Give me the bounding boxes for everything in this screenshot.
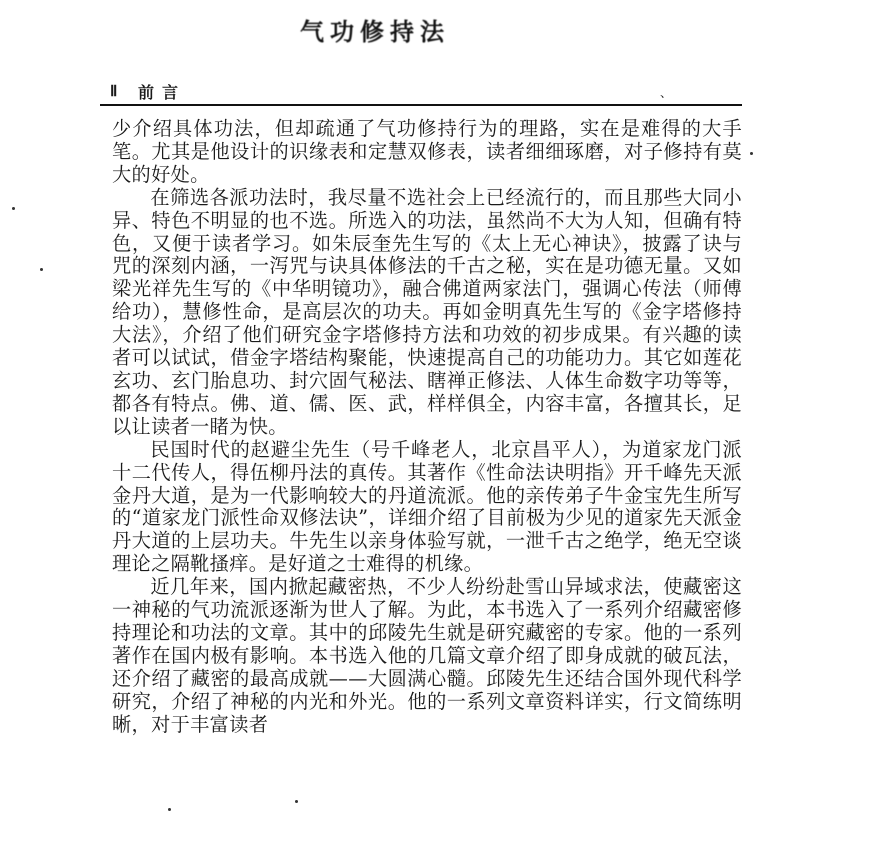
scan-speck xyxy=(168,808,171,811)
scan-speck xyxy=(295,800,298,803)
paragraph-2: 在筛选各派功法时，我尽量不选社会上已经流行的，而且那些大同小异、特色不明显的也不选。所选入的功法，虽然尚不大为人知，但确有特色，又便于读者学习。如朱辰奎先生写的《太上无心神诀》，披露了诀与咒的深刻内涵，一泻咒与诀具体修法的千古之秘，实在是功德无量。又如梁光祥先生写的《中华明镜功》，融合佛道两家法门，强调心传法（师傅给功），慧修性命，是高层次的功夫。再如金明真先生写的《金字塔修持大法》，介绍了他们研究金字塔修持方法和功效的初步成果。有兴趣的读者可以试试，借金字塔结构聚能，快速提高自己的功能功力。其它如莲花玄功、玄门胎息功、封穴固气秘法、瞎禅正修法、人体生命数字功等等，都各有特点。佛、道、儒、医、武，样样俱全，内容丰富，各擅其长，足以让读者一睹为快。 xyxy=(112,185,742,438)
page-number: Ⅱ xyxy=(110,84,118,100)
paragraph-4: 近几年来，国内掀起藏密热，不少人纷纷赴雪山异域求法，使藏密这一神秘的气功流派逐渐为世人了解。为此，本书选入了一系列介绍藏密修持理论和功法的文章。其中的邱陵先生就是研究藏密的专家。他的一系列著作在国内极有影响。本书选入他的几篇文章介绍了即身成就的破瓦法，还介绍了藏密的最高成就——大圆满心髓。邱陵先生还结合国外现代科学研究，介绍了神秘的内光和外光。他的一系列文章资料详实，行文简练明晰，对于丰富读者 xyxy=(112,575,742,736)
section-title: 前言 xyxy=(138,83,187,102)
book-title-stamp: 气功修持法 xyxy=(300,17,450,46)
paragraph-3: 民国时代的赵避尘先生（号千峰老人，北京昌平人），为道家龙门派十二代传人，得伍柳丹法的真传。其著作《性命法诀明指》开千峰先天派金丹大道，是为一代影响较大的丹道流派。他的亲传弟子牛金宝先生所写的“道家龙门派性命双修法诀”，详细介绍了目前极为少见的道家先天派金丹大道的上层功夫。牛先生以亲身体验写就，一泄千古之绝学，绝无空谈理论之隔靴搔痒。是好道之士难得的机缘。 xyxy=(112,437,742,576)
paragraph-1: 少介绍具体功法，但却疏通了气功修持行为的理路，实在是难得的大手笔。尤其是他设计的识缘表和定慧双修表，读者细细琢磨，对子修持有莫大的好处。 xyxy=(112,117,742,186)
body-text xyxy=(112,118,742,736)
scan-speck xyxy=(750,152,753,155)
header-corner-mark: 、 xyxy=(659,86,672,100)
page-header xyxy=(100,80,742,106)
scan-speck xyxy=(40,268,43,271)
scan-speck xyxy=(12,207,15,210)
